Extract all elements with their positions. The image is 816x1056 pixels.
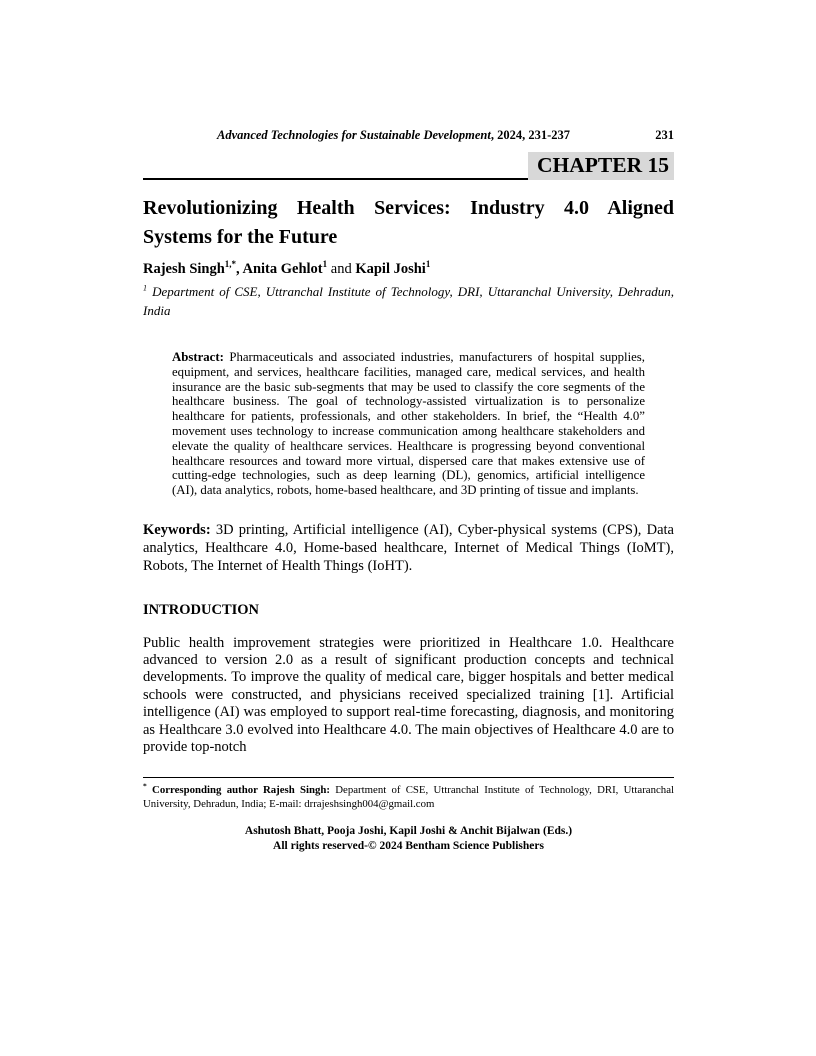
abstract-text: Pharmaceuticals and associated industries, manufacturers of hospital supplies, equipment, and services, healthcare facilities, managed care, medical services, and health insurance are the basic sub-segments that may be used to classify the core segments of the healthcare business. The goal of technology-assisted virtualization is to personalize healthcare for patients, professionals, and other stakeholders. In brief, the “Health 4.0” movement uses technology to increase communication among healthcare stakeholders and elevate the quality of healthcare services. Healthcare is progressing beyond conventional healthcare resources and toward more virtual, dispersed care that makes extensive use of cutting-edge technologies, such as deep learning (DL), genomics, artificial intelligence (AI), data analytics, robots, home-based healthcare, and 3D printing of tissue and implants. [172,350,645,498]
footnote [143,777,674,811]
journal-name: Advanced Technologies for Sustainable Development [216,128,491,142]
author-1-name: Rajesh Singh [143,261,225,277]
keywords-text: 3D printing, Artificial intelligence (AI), Cyber-physical systems (CPS), Data analytics, Healthcare 4.0, Home-based healthcare, Internet of Medical Things (IoMT), Robots, The Internet of Health Things (IoHT). [143,521,674,575]
author-2-name: Anita Gehlot [242,261,323,277]
affiliation-text: Department of CSE, Uttranchal Institute of Technology, DRI, Uttaranchal University, Dehradun, India [143,284,674,318]
journal-issue-pages: , 2024, 231-237 [490,128,570,142]
imprint-rights: All rights reserved-© 2024 Bentham Science Publishers [273,839,544,852]
footnote-bold-lead: Corresponding author Rajesh Singh: [146,784,330,797]
imprint-editors: Ashutosh Bhatt, Pooja Joshi, Kapil Joshi & Anchit Bijalwan (Eds.) [244,825,573,838]
keywords-label: Keywords: [143,521,211,538]
page-number: 231 [655,128,674,142]
footnote-text: Department of CSE, Uttranchal Institute of Technology, DRI, Uttaranchal University, Dehradun, India; E-mail: drrajeshsingh004@gmail.com [143,784,674,811]
article-title: Revolutionizing Health Services: Industry 4.0 Aligned Systems for the Future [143,197,674,248]
author-3-superscript: 1 [425,259,431,270]
author-separator: , [236,261,243,277]
running-header [143,128,674,143]
chapter-banner [143,150,674,180]
section-heading-introduction: INTRODUCTION [143,601,260,618]
footnote-marker: * [143,781,147,791]
affiliation-superscript: 1 [143,283,148,293]
keywords [143,521,674,576]
author-2-superscript: 1 [322,259,328,270]
author-3-name: Kapil Joshi [355,261,426,277]
byline [143,260,674,278]
author-1-superscript: 1,* [224,259,237,270]
byline-conjunction: and [327,261,356,277]
introduction-paragraph: Public health improvement strategies were prioritized in Healthcare 1.0. Healthcare advanced to version 2.0 as a result of significant production concepts and technical developments. To improve the quality of medical care, bigger hospitals and better medical schools were constructed, and physicians received specialized training [1]. Artificial intelligence (AI) was employed to support real-time forecasting, diagnosis, and monitoring as Healthcare 3.0 evolved into Healthcare 4.0. The main objectives of Healthcare 4.0 are to provide top-notch [143,634,674,756]
chapter-label: CHAPTER 15 [528,152,674,180]
abstract-label: Abstract: [172,350,224,364]
affiliation [143,282,674,320]
imprint [143,824,674,853]
abstract [172,350,645,498]
